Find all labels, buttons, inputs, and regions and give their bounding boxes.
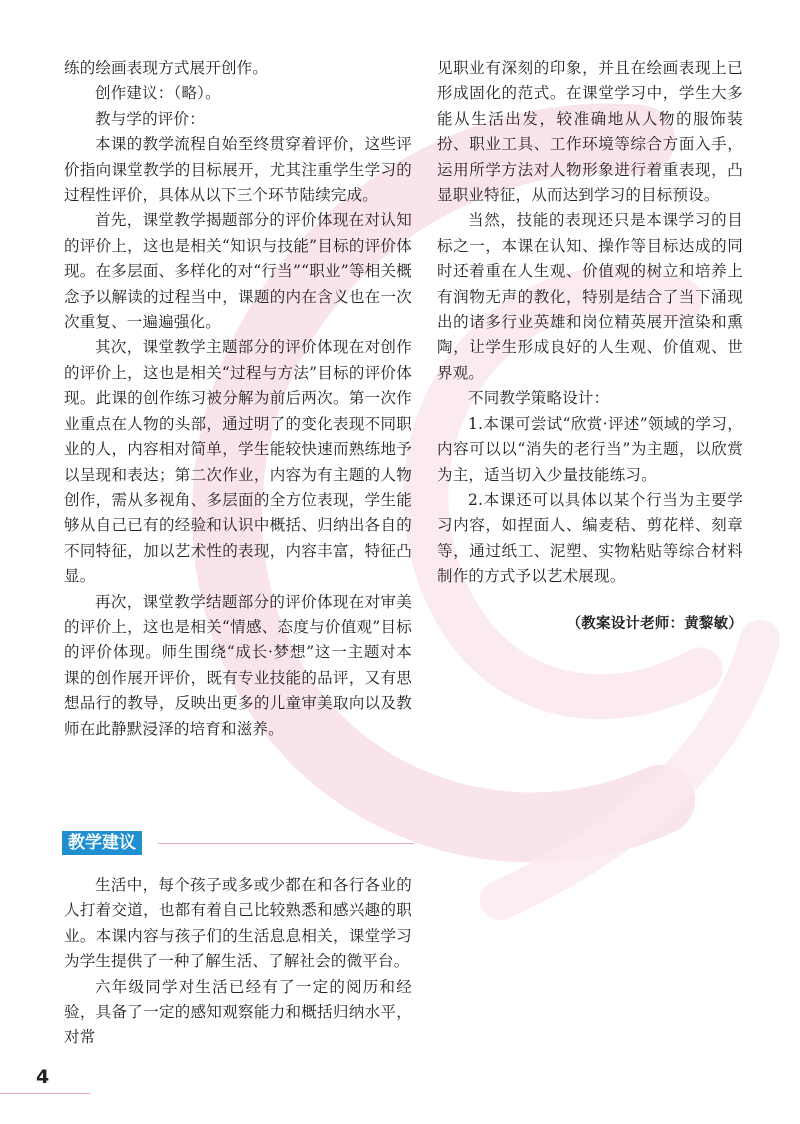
paragraph: 生活中，每个孩子或多或少都在和各行各业的人打着交道，也都有着自己比较熟悉和感兴趣的职业。本课内容与孩子们的生活息息相关，课堂学习为学生提供了一种了解生活、了解社会的微平台。 — [64, 876, 412, 971]
paragraph: 练的绘画表现方式展开创作。 — [64, 59, 269, 77]
section-title: 教学建议 — [62, 831, 142, 855]
right-column — [437, 56, 743, 637]
paragraph: 教与学的评价： — [95, 109, 205, 128]
left-column-lower — [64, 873, 412, 1051]
paragraph: 创作建议：（略）。 — [95, 84, 221, 103]
paragraph: 不同教学策略设计： — [468, 389, 610, 408]
section-divider — [158, 843, 414, 844]
paragraph: 2.本课还可以具体以某个行当为主要学习内容，如捏面人、编麦秸、剪花样、刻章等，通过纸工、泥塑、实物粘贴等综合材料制作的方式予以艺术展现。 — [437, 490, 743, 586]
paragraph: 当然，技能的表现还只是本课学习的目标之一，本课在认知、操作等目标达成的同时还着重在人生观、价值观的树立和培养上有润物无声的教化，特别是结合了当下涌现出的诸多行业英雄和岗位精英展开渲染和熏陶，让学生形成良好的人生观、价值观、世界观。 — [437, 211, 743, 382]
paragraph: 其次，课堂教学主题部分的评价体现在对创作的评价上，这也是相关“过程与方法”目标的评价体现。此课的创作练习被分解为前后两次。第一次作业重点在人物的头部，通过明了的变化表现不同职业的人，内容相对简单，学生能较快速而熟练地予以呈现和表达；第二次作业，内容为有主题的人物创作，需从多视角、多层面的全方位表现，学生能够从自己已有的经验和认识中概括、归纳出各自的不同特征，加以艺术性的表现，内容丰富，特征凸显。 — [64, 338, 412, 586]
paragraph: 六年级同学对生活已经有了一定的阅历和经验，具备了一定的感知观察能力和概括归纳水平，对常 — [64, 977, 412, 1047]
left-column-upper — [64, 56, 412, 742]
paragraph: 首先，课堂教学揭题部分的评价体现在对认知的评价上，这也是相关“知识与技能”目标的评价体现。在多层面、多样化的对“行当”“职业”等相关概念予以解读的过程当中，课题的内在含义也在一次次重复、一遍遍强化。 — [64, 211, 412, 332]
designer-credit: （教案设计老师：黄黎敏） — [566, 615, 743, 632]
footer-divider — [0, 1093, 90, 1094]
section-heading — [62, 831, 414, 857]
page-number: 4 — [36, 1066, 50, 1088]
paragraph: 见职业有深刻的印象，并且在绘画表现上已形成固化的范式。在课堂学习中，学生大多能从生活出发，较准确地从人物的服饰装扮、职业工具、工作环境等综合方面入手，运用所学方法对人物形象进行着重表现，凸显职业特征，从而达到学习的目标预设。 — [437, 59, 743, 205]
paragraph: 1.本课可尝试“欣赏·评述”领域的学习，内容可以以“消失的老行当”为主题，以欣赏为主，适当切入少量技能练习。 — [437, 414, 743, 484]
paragraph: 再次，课堂教学结题部分的评价体现在对审美的评价上，这也是相关“情感、态度与价值观”目标的评价体现。师生围绕“成长·梦想”这一主题对本课的创作展开评价，既有专业技能的品评，又有思想品行的教导，反映出更多的儿童审美取向以及教师在此静默浸泽的培育和滋养。 — [64, 592, 412, 738]
paragraph: 本课的教学流程自始至终贯穿着评价，这些评价指向课堂教学的目标展开，尤其注重学生学习的过程性评价，具体从以下三个环节陆续完成。 — [64, 135, 412, 205]
